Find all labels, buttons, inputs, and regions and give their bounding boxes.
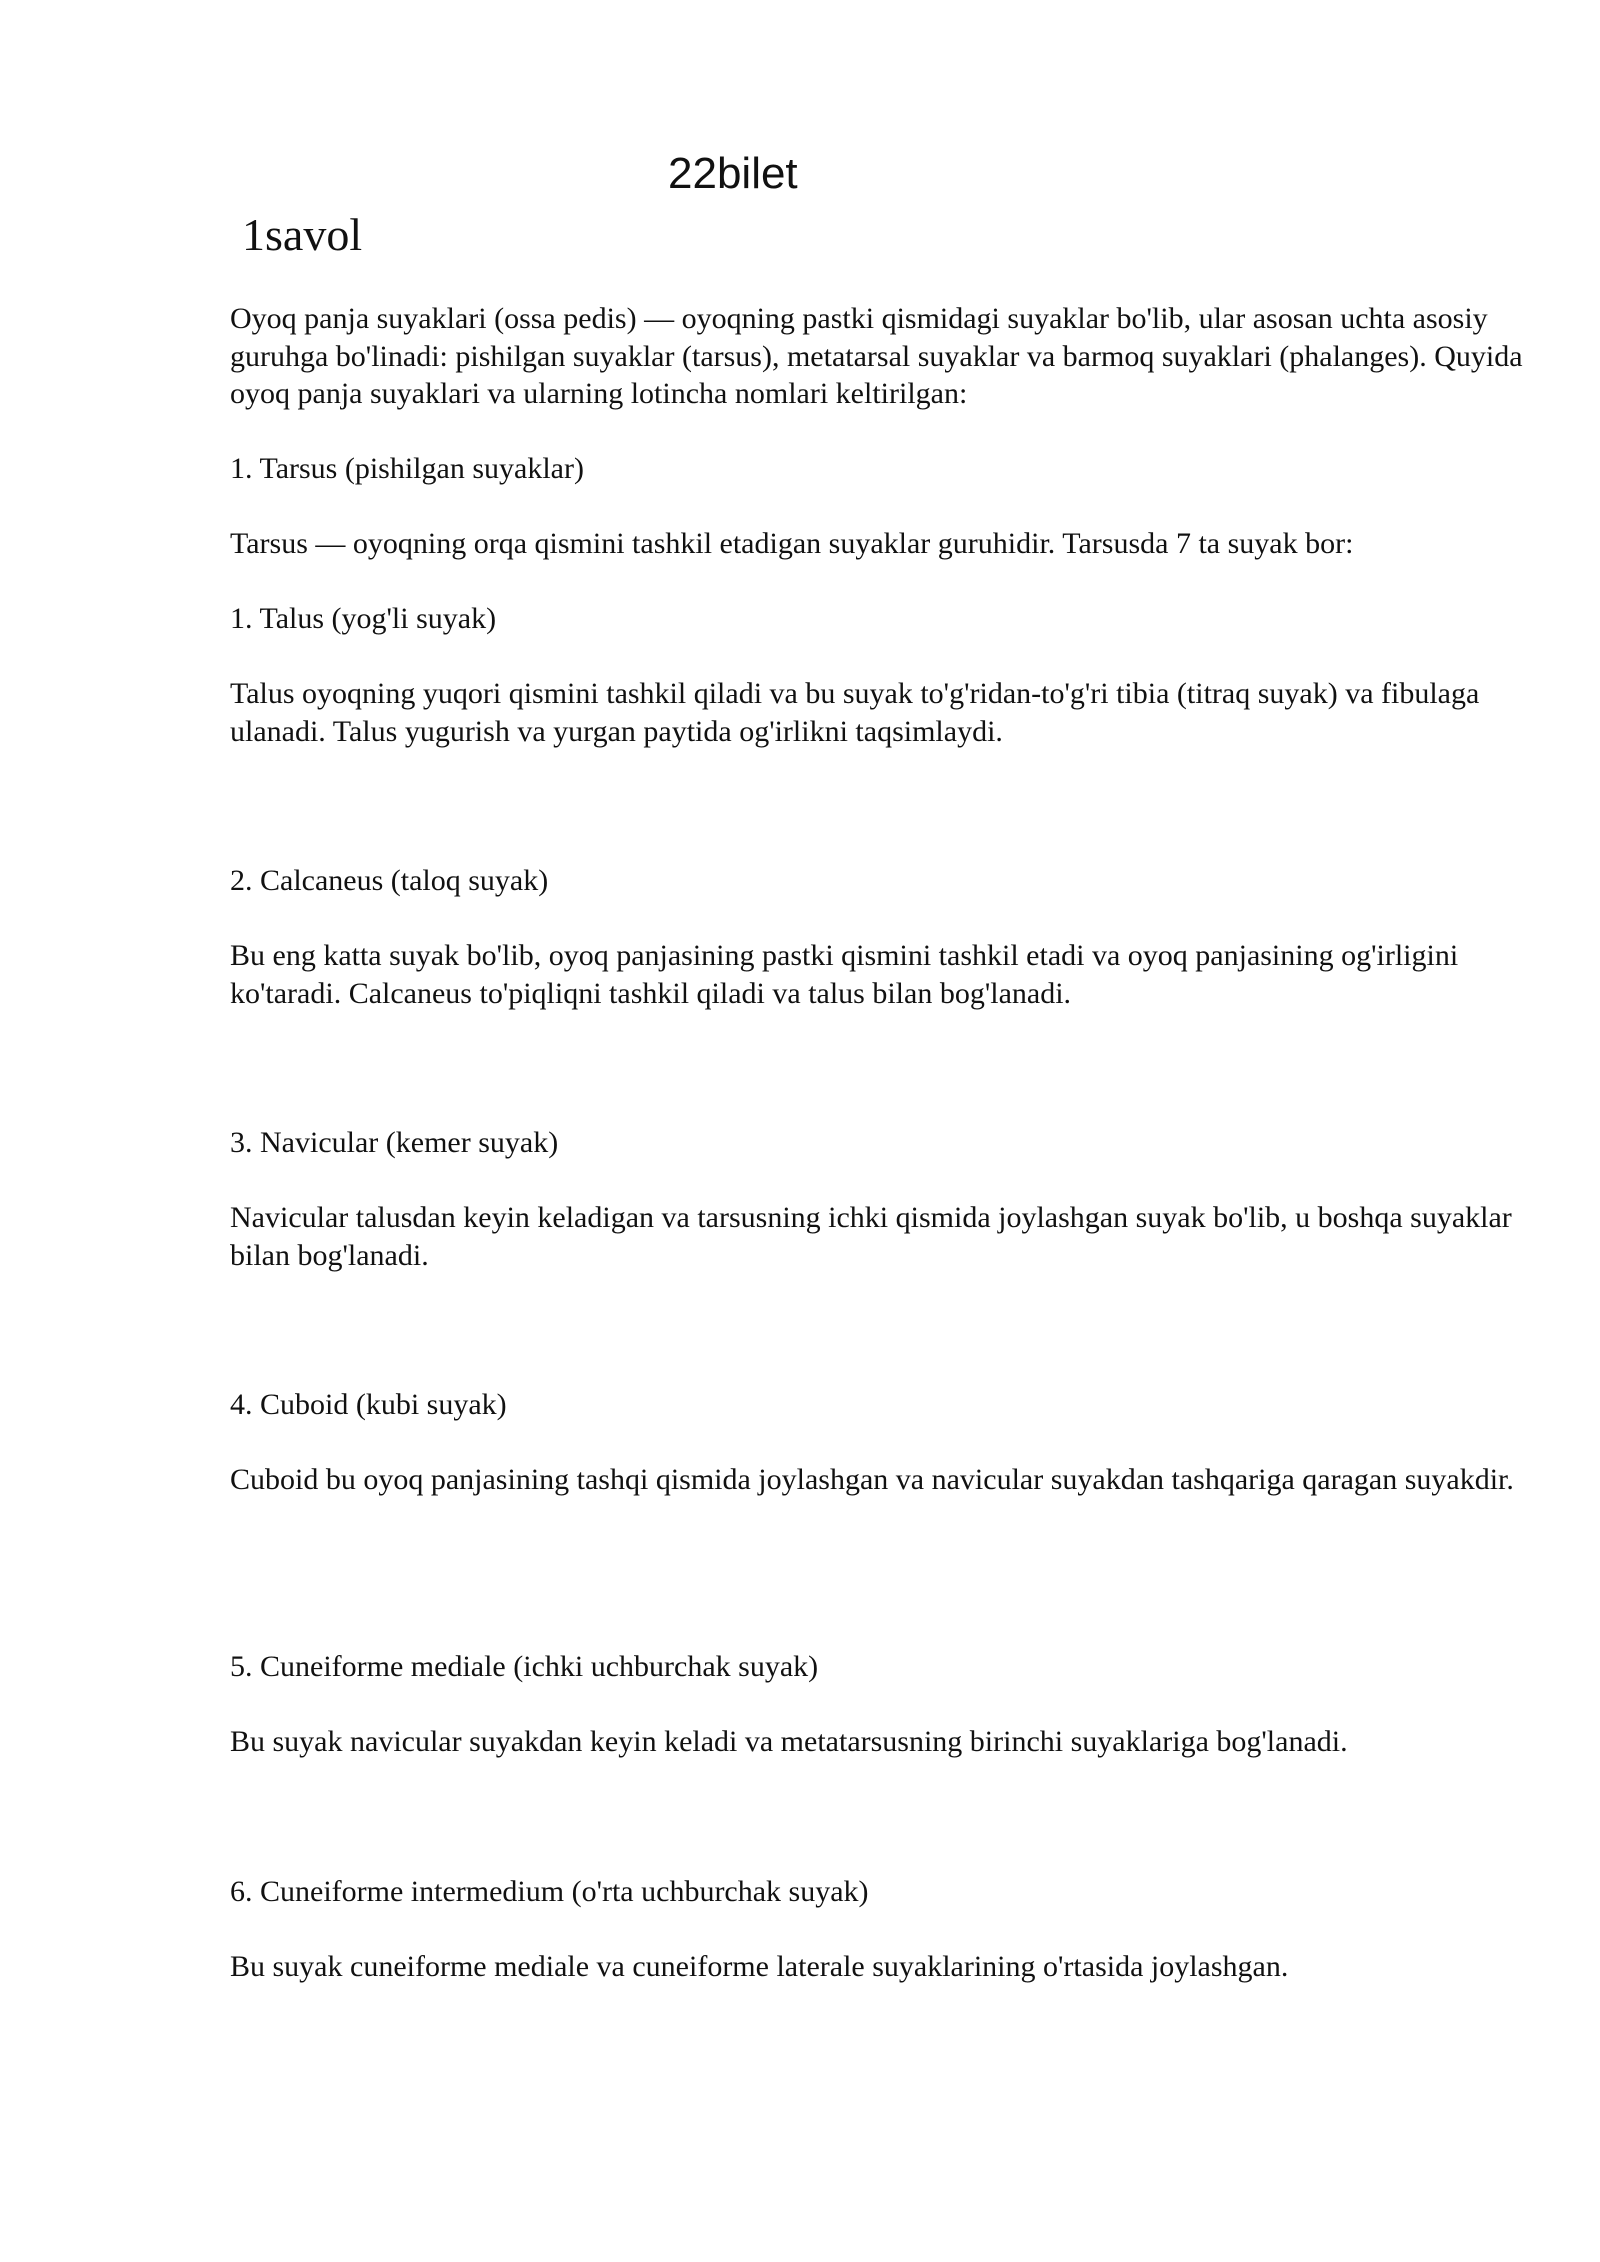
bone-text-cuboid: Cuboid bu oyoq panjasining tashqi qismida joylashgan va navicular suyakdan tashqariga qaragan suyakdir. [230,1463,1514,1496]
bone-heading-calcaneus: 2. Calcaneus (taloq suyak) [230,864,549,897]
intro-paragraph: Oyoq panja suyaklari (ossa pedis) — oyoqning pastki qismidagi suyaklar bo'lib, ular asosan uchta asosiy guruhga bo'linadi: pishilgan suyaklar (tarsus), metatarsal suyaklar va barmoq suyaklari (phalanges). Quyida oyoq panja suyaklari va ularning lotincha nomlari keltirilgan: [230,302,1523,410]
bone-text-cuneiforme-intermedium: Bu suyak cuneiforme mediale va cuneiforme laterale suyaklarining o'rtasida joylashgan. [230,1950,1289,1983]
section-text-tarsus: Tarsus — oyoqning orqa qismini tashkil etadigan suyaklar guruhidir. Tarsusda 7 ta suyak bor: [230,527,1354,560]
bone-text-navicular: Navicular talusdan keyin keladigan va tarsusning ichki qismida joylashgan suyak bo'lib, u boshqa suyaklar bilan bog'lanadi. [230,1201,1512,1272]
bone-heading-navicular: 3. Navicular (kemer suyak) [230,1126,559,1159]
bone-text-talus: Talus oyoqning yuqori qismini tashkil qiladi va bu suyak to'g'ridan-to'g'ri tibia (titraq suyak) va fibulaga ulanadi. Talus yugurish va yurgan paytida og'irlikni taqsimlaydi. [230,677,1480,748]
document-title: 22bilet [668,149,798,198]
bone-heading-cuboid: 4. Cuboid (kubi suyak) [230,1388,507,1421]
bone-heading-talus: 1. Talus (yog'li suyak) [230,602,497,635]
question-label: 1savol [242,209,363,260]
bone-heading-cuneiforme-intermedium: 6. Cuneiforme intermedium (o'rta uchburchak suyak) [230,1875,869,1908]
bone-text-calcaneus: Bu eng katta suyak bo'lib, oyoq panjasining pastki qismini tashkil etadi va oyoq panjasining og'irligini ko'taradi. Calcaneus to'piqliqni tashkil qiladi va talus bilan bog'lanadi. [230,939,1459,1010]
section-heading-tarsus: 1. Tarsus (pishilgan suyaklar) [230,452,584,485]
bone-text-cuneiforme-mediale: Bu suyak navicular suyakdan keyin keladi va metatarsusning birinchi suyaklariga bog'lanadi. [230,1725,1348,1758]
bone-heading-cuneiforme-mediale: 5. Cuneiforme mediale (ichki uchburchak suyak) [230,1650,819,1683]
